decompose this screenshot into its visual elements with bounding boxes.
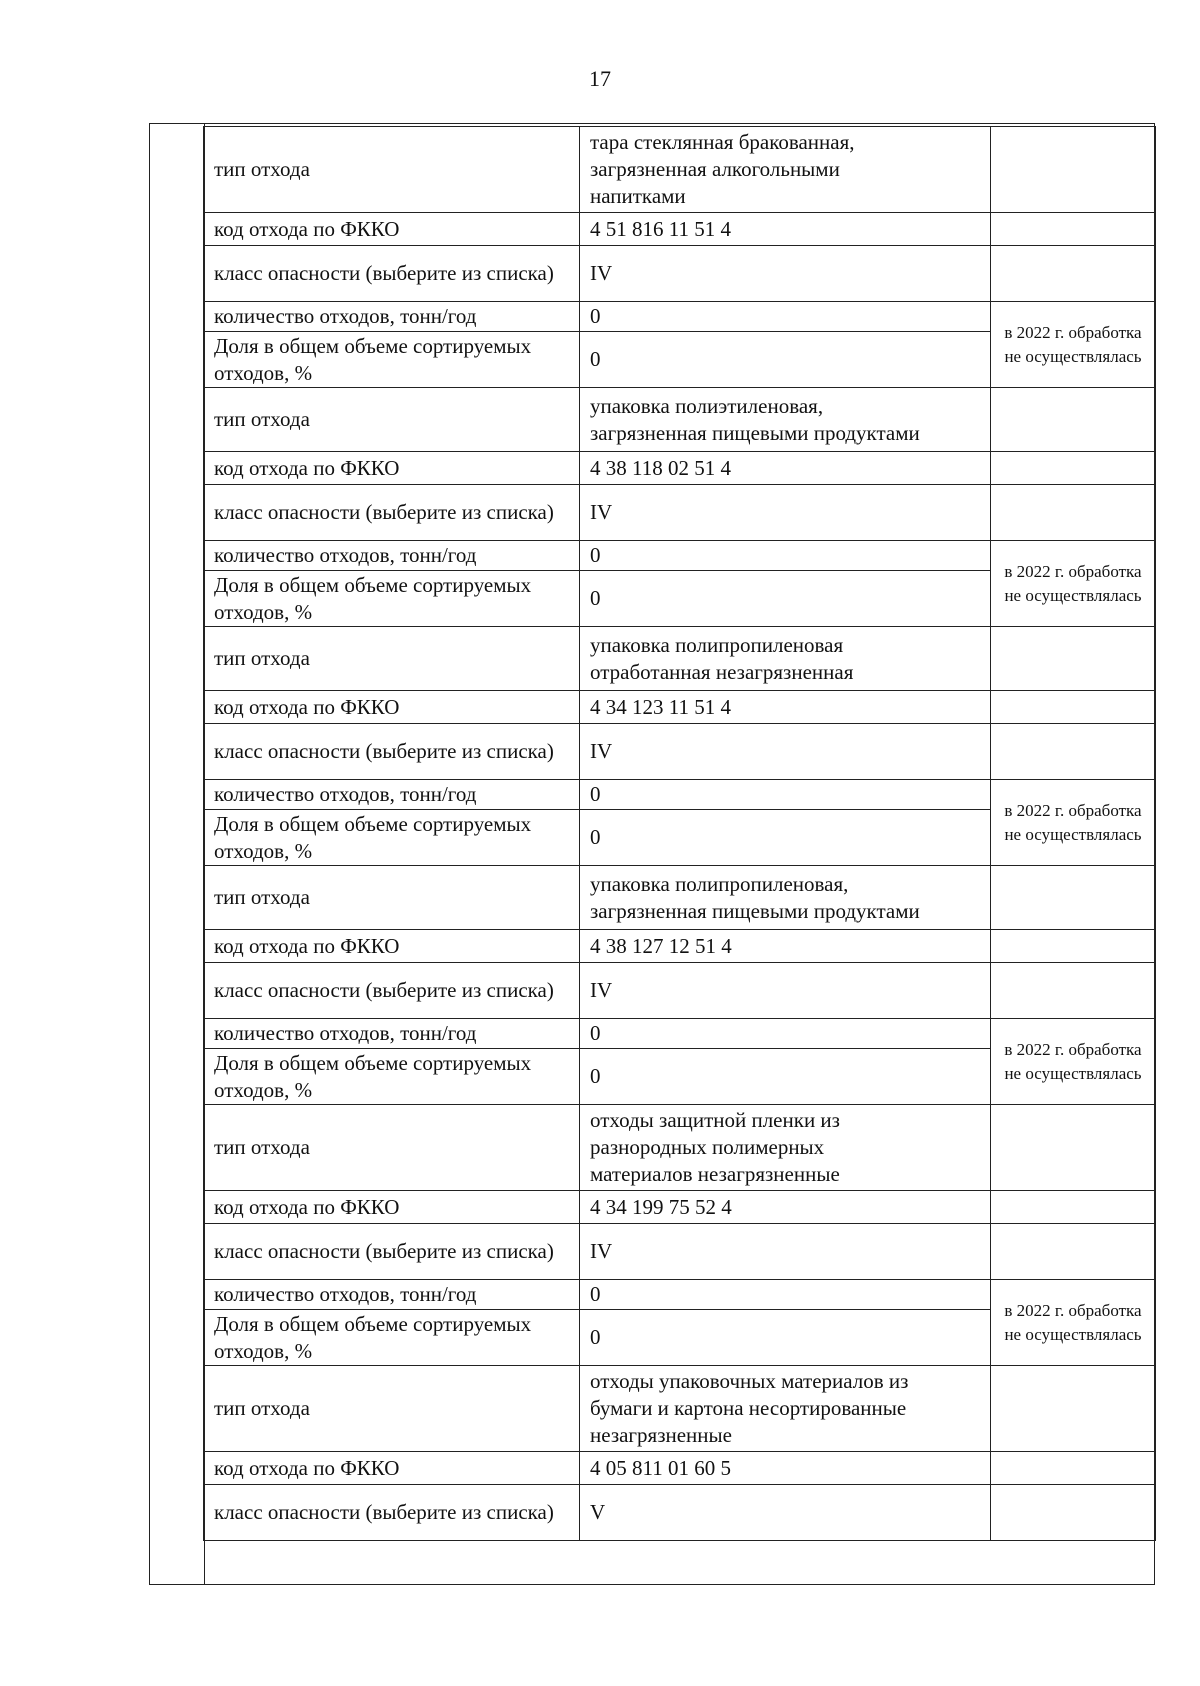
value-type: отходы упаковочных материалов из бумаги и картона несортированные незагрязненные: [580, 1366, 991, 1452]
empty-cell: [991, 213, 1156, 246]
row-label-hazard: класс опасности (выберите из списка): [204, 1485, 580, 1541]
table-row: [204, 302, 1156, 332]
table-row: [204, 1191, 1156, 1224]
row-label-share: Доля в общем объеме сортируемых отходов, %: [204, 1049, 580, 1105]
empty-cell: [991, 930, 1156, 963]
value-code: 4 34 199 75 52 4: [580, 1191, 991, 1224]
empty-cell: [991, 1224, 1156, 1280]
row-label-hazard: класс опасности (выберите из списка): [204, 963, 580, 1019]
processing-note: в 2022 г. обработка не осуществлялась: [991, 780, 1156, 866]
row-label-type: тип отхода: [204, 627, 580, 691]
value-type: упаковка полипропиленовая, загрязненная пищевыми продуктами: [580, 866, 991, 930]
row-label-quantity: количество отходов, тонн/год: [204, 1280, 580, 1310]
value-hazard: IV: [580, 724, 991, 780]
row-label-share: Доля в общем объеме сортируемых отходов, %: [204, 1310, 580, 1366]
row-label-type: тип отхода: [204, 1105, 580, 1191]
empty-cell: [991, 246, 1156, 302]
table-row: [204, 691, 1156, 724]
value-type: отходы защитной пленки из разнородных полимерных материалов незагрязненные: [580, 1105, 991, 1191]
row-label-type: тип отхода: [204, 1366, 580, 1452]
processing-note: в 2022 г. обработка не осуществлялась: [991, 541, 1156, 627]
table-row: [204, 1452, 1156, 1485]
table-row: [204, 1280, 1156, 1310]
value-share: 0: [580, 571, 991, 627]
table-row: [204, 780, 1156, 810]
value-quantity: 0: [580, 780, 991, 810]
row-label-hazard: класс опасности (выберите из списка): [204, 724, 580, 780]
row-label-code: код отхода по ФККО: [204, 691, 580, 724]
value-code: 4 34 123 11 51 4: [580, 691, 991, 724]
table-row: [204, 213, 1156, 246]
row-label-code: код отхода по ФККО: [204, 1191, 580, 1224]
row-label-share: Доля в общем объеме сортируемых отходов, %: [204, 810, 580, 866]
value-type: упаковка полипропиленовая отработанная незагрязненная: [580, 627, 991, 691]
value-hazard: IV: [580, 963, 991, 1019]
value-quantity: 0: [580, 1280, 991, 1310]
empty-cell: [991, 1191, 1156, 1224]
value-hazard: IV: [580, 246, 991, 302]
value-quantity: 0: [580, 541, 991, 571]
empty-cell: [991, 963, 1156, 1019]
row-label-hazard: класс опасности (выберите из списка): [204, 246, 580, 302]
empty-cell: [991, 1452, 1156, 1485]
table-row: [204, 452, 1156, 485]
row-label-quantity: количество отходов, тонн/год: [204, 541, 580, 571]
value-share: 0: [580, 332, 991, 388]
row-label-quantity: количество отходов, тонн/год: [204, 1019, 580, 1049]
empty-cell: [991, 452, 1156, 485]
value-hazard: IV: [580, 1224, 991, 1280]
row-label-type: тип отхода: [204, 127, 580, 213]
value-type: упаковка полиэтиленовая, загрязненная пищевыми продуктами: [580, 388, 991, 452]
table-row: [204, 1105, 1156, 1191]
row-label-code: код отхода по ФККО: [204, 930, 580, 963]
value-hazard: IV: [580, 485, 991, 541]
value-quantity: 0: [580, 1019, 991, 1049]
table-row: [204, 388, 1156, 452]
table-row: [204, 1224, 1156, 1280]
table-row: [204, 1019, 1156, 1049]
empty-cell: [991, 1105, 1156, 1191]
table-row: [204, 866, 1156, 930]
value-hazard: V: [580, 1485, 991, 1541]
row-label-quantity: количество отходов, тонн/год: [204, 780, 580, 810]
empty-cell: [991, 485, 1156, 541]
value-share: 0: [580, 810, 991, 866]
empty-cell: [991, 691, 1156, 724]
page-number: 17: [589, 66, 611, 91]
value-code: 4 38 127 12 51 4: [580, 930, 991, 963]
row-label-hazard: класс опасности (выберите из списка): [204, 1224, 580, 1280]
row-label-type: тип отхода: [204, 388, 580, 452]
table-row: [204, 1366, 1156, 1452]
table-row: [204, 963, 1156, 1019]
table-row: [204, 485, 1156, 541]
row-label-type: тип отхода: [204, 866, 580, 930]
value-share: 0: [580, 1049, 991, 1105]
table-row: [204, 1485, 1156, 1541]
table-row: [204, 246, 1156, 302]
table-row: [204, 627, 1156, 691]
value-type: тара стеклянная бракованная, загрязненная алкогольными напитками: [580, 127, 991, 213]
value-code: 4 51 816 11 51 4: [580, 213, 991, 246]
row-label-code: код отхода по ФККО: [204, 452, 580, 485]
row-label-quantity: количество отходов, тонн/год: [204, 302, 580, 332]
processing-note: в 2022 г. обработка не осуществлялась: [991, 1019, 1156, 1105]
table-row: [204, 724, 1156, 780]
empty-cell: [991, 866, 1156, 930]
empty-cell: [991, 724, 1156, 780]
row-label-share: Доля в общем объеме сортируемых отходов, %: [204, 571, 580, 627]
table-row: [204, 930, 1156, 963]
empty-cell: [991, 127, 1156, 213]
value-code: 4 38 118 02 51 4: [580, 452, 991, 485]
row-label-code: код отхода по ФККО: [204, 213, 580, 246]
empty-cell: [991, 1366, 1156, 1452]
processing-note: в 2022 г. обработка не осуществлялась: [991, 1280, 1156, 1366]
empty-cell: [991, 627, 1156, 691]
table-row: [204, 541, 1156, 571]
value-code: 4 05 811 01 60 5: [580, 1452, 991, 1485]
empty-cell: [991, 1485, 1156, 1541]
row-label-share: Доля в общем объеме сортируемых отходов, %: [204, 332, 580, 388]
row-label-hazard: класс опасности (выберите из списка): [204, 485, 580, 541]
waste-table: [203, 126, 1156, 1541]
value-share: 0: [580, 1310, 991, 1366]
row-label-code: код отхода по ФККО: [204, 1452, 580, 1485]
table-row: [204, 127, 1156, 213]
value-quantity: 0: [580, 302, 991, 332]
processing-note: в 2022 г. обработка не осуществлялась: [991, 302, 1156, 388]
empty-cell: [991, 388, 1156, 452]
